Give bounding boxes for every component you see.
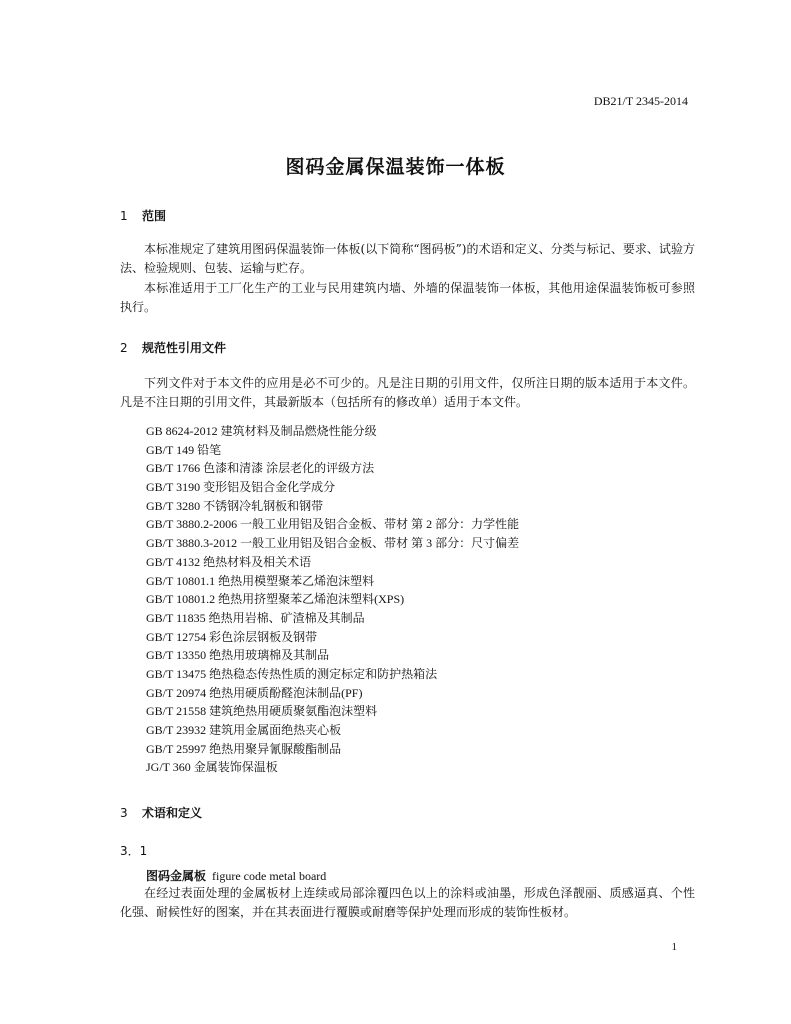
reference-item: GB/T 10801.1 绝热用模塑聚苯乙烯泡沫塑料 bbox=[146, 573, 375, 588]
scope-paragraph-2: 本标准适用于工厂化生产的工业与民用建筑内墙、外墙的保温装饰一体板，其他用途保温装饰板可参照执行。 bbox=[120, 281, 695, 314]
reference-item: GB/T 3880.2-2006 一般工业用铝及铝合金板、带材 第 2 部分：力学性能 bbox=[146, 517, 520, 532]
term-number: 3．1 bbox=[120, 844, 148, 858]
reference-item: GB/T 10801.2 绝热用挤塑聚苯乙烯泡沫塑料(XPS) bbox=[146, 592, 405, 607]
section-number: 1 bbox=[120, 209, 128, 223]
reference-item: GB/T 149 铅笔 bbox=[146, 442, 222, 457]
term-name: 图码金属板 bbox=[146, 869, 207, 883]
scope-paragraph-1: 本标准规定了建筑用图码保温装饰一体板(以下简称“图码板”)的术语和定义、分类与标记、要求、试验方法、检验规则、包装、运输与贮存。 bbox=[120, 242, 695, 275]
reference-item: GB/T 21558 建筑绝热用硬质聚氨酯泡沫塑料 bbox=[146, 704, 378, 719]
term-definition: 在经过表面处理的金属板材上连续或局部涂覆四色以上的涂料或油墨，形成色泽靓丽、质感逼真、个性化强、耐候性好的图案，并在其表面进行覆膜或耐磨等保护处理而形成的装饰性板材。 bbox=[120, 886, 695, 919]
term-english-name: figure code metal board bbox=[212, 869, 327, 883]
reference-item: GB/T 23932 建筑用金属面绝热夹心板 bbox=[146, 723, 342, 737]
reference-item: GB/T 25997 绝热用聚异氰脲酸酯制品 bbox=[146, 741, 342, 756]
term-entry bbox=[146, 867, 326, 884]
reference-item: GB/T 20974 绝热用硬质酚醛泡沫制品(PF) bbox=[146, 685, 363, 700]
page-number: 1 bbox=[671, 941, 677, 953]
reference-item: GB/T 4132 绝热材料及相关术语 bbox=[146, 554, 312, 569]
section-title: 术语和定义 bbox=[142, 806, 203, 820]
section-heading-normative bbox=[120, 339, 226, 356]
section-heading-scope bbox=[120, 207, 166, 224]
reference-item: GB/T 3190 变形铝及铝合金化学成分 bbox=[146, 480, 336, 495]
section-number: 2 bbox=[120, 341, 128, 355]
reference-item: GB/T 12754 彩色涂层钢板及钢带 bbox=[146, 629, 318, 644]
document-title: 图码金属保温装饰一体板 bbox=[285, 156, 506, 178]
reference-item: GB/T 13350 绝热用玻璃棉及其制品 bbox=[146, 648, 330, 663]
reference-item: GB 8624-2012 建筑材料及制品燃烧性能分级 bbox=[146, 424, 377, 438]
section-number: 3 bbox=[120, 806, 128, 820]
reference-item: JG/T 360 金属装饰保温板 bbox=[146, 760, 278, 775]
normative-intro: 下列文件对于本文件的应用是必不可少的。凡是注日期的引用文件，仅所注日期的版本适用于本文件。凡是不注日期的引用文件，其最新版本（包括所有的修改单）适用于本文件。 bbox=[120, 376, 695, 409]
reference-item: GB/T 11835 绝热用岩棉、矿渣棉及其制品 bbox=[146, 610, 365, 625]
reference-item: GB/T 3880.3-2012 一般工业用铝及铝合金板、带材 第 3 部分：尺寸偏差 bbox=[146, 536, 520, 551]
reference-item: GB/T 1766 色漆和清漆 涂层老化的评级方法 bbox=[146, 461, 375, 476]
reference-item: GB/T 3280 不锈钢冷轧钢板和钢带 bbox=[146, 498, 324, 513]
reference-list bbox=[146, 422, 519, 777]
reference-item: GB/T 13475 绝热稳态传热性质的测定标定和防护热箱法 bbox=[146, 666, 438, 681]
section-title: 范围 bbox=[142, 209, 167, 223]
section-title: 规范性引用文件 bbox=[142, 341, 227, 355]
section-heading-terms bbox=[120, 804, 202, 821]
standard-code: DB21/T 2345-2014 bbox=[593, 94, 688, 108]
